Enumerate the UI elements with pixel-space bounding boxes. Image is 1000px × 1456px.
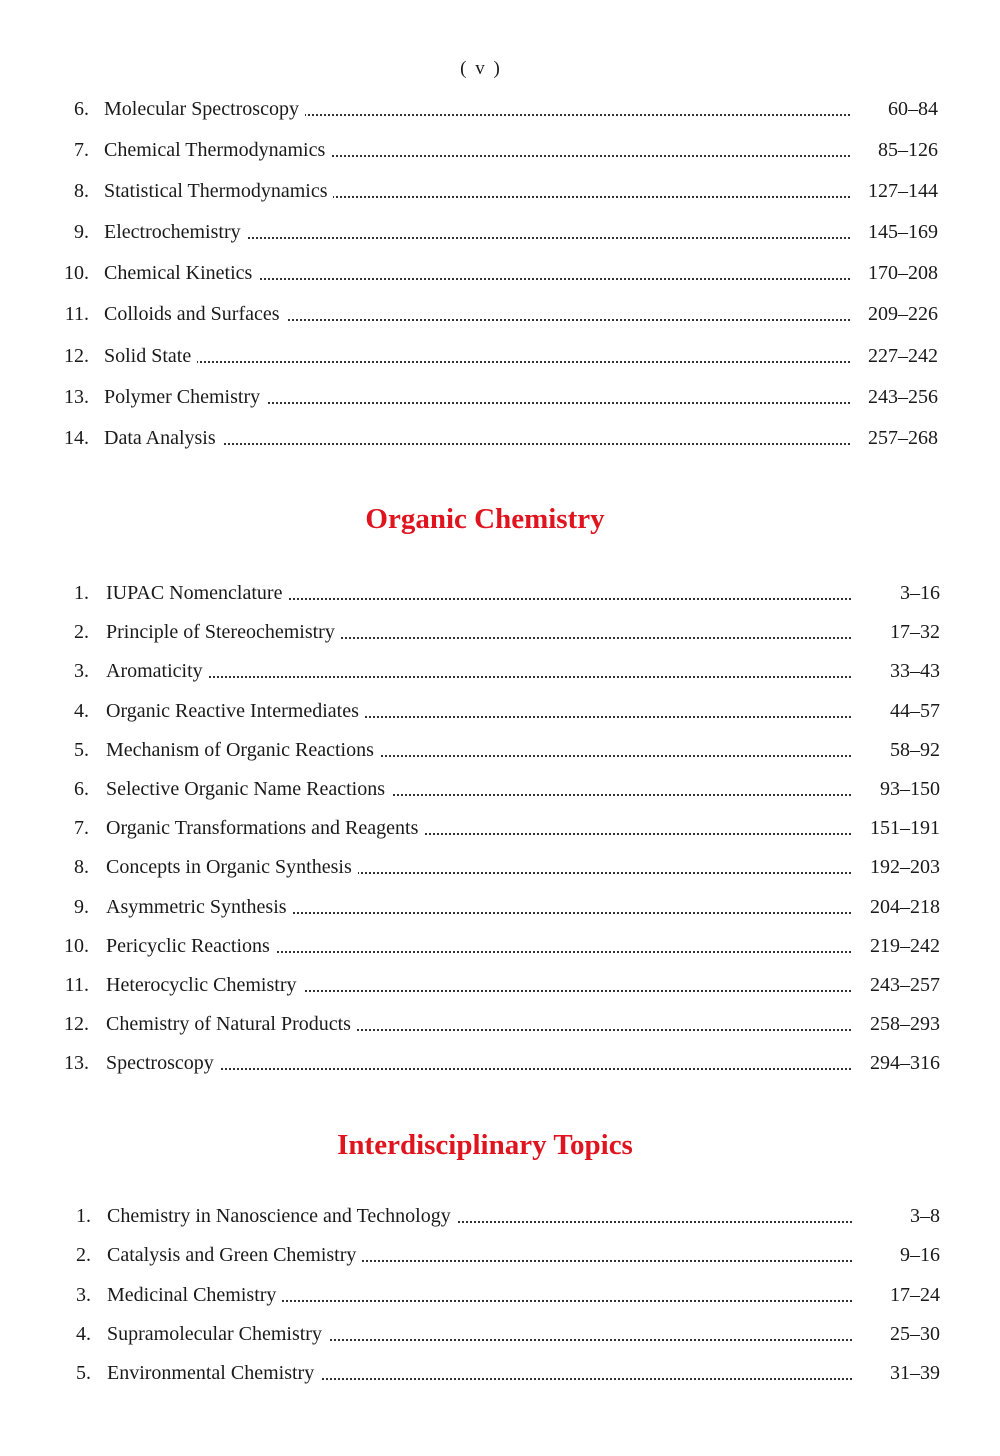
entry-pages: 127–144 — [868, 180, 938, 203]
entry-title-leader — [106, 1011, 851, 1037]
interdisciplinary-topics-heading: Interdisciplinary Topics — [337, 1129, 633, 1161]
entry-title: Electrochemistry — [104, 221, 247, 243]
organic-chemistry-toc — [0, 580, 1000, 1089]
entry-pages: 3–16 — [900, 582, 940, 604]
entry-title: Chemical Kinetics — [104, 262, 258, 284]
entry-pages: 294–316 — [870, 1052, 940, 1075]
entry-title-leader — [107, 1360, 852, 1386]
physical-chemistry-toc — [0, 96, 1000, 466]
entry-number: 2. — [74, 621, 89, 644]
entry-title-leader — [107, 1242, 852, 1268]
toc-entry[interactable] — [0, 1321, 1000, 1360]
entry-title-leader — [104, 425, 850, 451]
entry-pages: 145–169 — [868, 221, 938, 244]
entry-pages: 44–57 — [890, 699, 940, 722]
entry-title-leader — [104, 260, 850, 286]
entry-number: 2. — [76, 1244, 91, 1267]
entry-number: 8. — [74, 856, 89, 879]
entry-title: Chemistry of Natural Products — [106, 1013, 357, 1035]
toc-entry[interactable] — [0, 580, 1000, 619]
entry-number: 13. — [64, 385, 89, 408]
entry-pages: 17–32 — [890, 621, 940, 644]
entry-pages: 3–8 — [910, 1205, 940, 1227]
toc-entry[interactable] — [0, 260, 1000, 301]
entry-number: 10. — [64, 262, 89, 285]
entry-number: 3. — [76, 1283, 91, 1306]
entry-title-leader — [106, 776, 851, 802]
entry-title: Catalysis and Green Chemistry — [107, 1244, 362, 1266]
toc-entry[interactable] — [0, 219, 1000, 260]
entry-title: Mechanism of Organic Reactions — [106, 739, 380, 761]
entry-pages: 243–257 — [870, 973, 940, 996]
toc-entry[interactable] — [0, 776, 1000, 815]
entry-pages: 33–43 — [890, 660, 940, 683]
entry-title-leader — [107, 1321, 852, 1347]
entry-title-leader — [106, 854, 851, 880]
toc-entry[interactable] — [0, 933, 1000, 972]
entry-number: 11. — [64, 973, 89, 996]
toc-entry[interactable] — [0, 854, 1000, 893]
entry-title-leader — [104, 343, 850, 369]
entry-title: Aromaticity — [106, 660, 209, 682]
entry-number: 13. — [64, 1052, 89, 1075]
entry-number: 9. — [74, 895, 89, 918]
entry-title-leader — [104, 178, 850, 204]
entry-pages: 257–268 — [868, 426, 938, 449]
entry-number: 1. — [74, 582, 89, 604]
entry-title-leader — [106, 972, 851, 998]
toc-entry[interactable] — [0, 1203, 1000, 1242]
entry-pages: 209–226 — [868, 303, 938, 326]
entry-title-leader — [106, 1050, 851, 1076]
entry-number: 8. — [74, 180, 89, 203]
entry-title: Supramolecular Chemistry — [107, 1323, 328, 1345]
entry-number: 12. — [64, 1013, 89, 1036]
toc-entry[interactable] — [0, 301, 1000, 342]
entry-title-leader — [106, 737, 851, 763]
entry-number: 12. — [64, 344, 89, 367]
entry-pages: 9–16 — [900, 1244, 940, 1267]
page-number: ( v ) — [460, 58, 502, 79]
toc-entry[interactable] — [0, 619, 1000, 658]
entry-title: Medicinal Chemistry — [107, 1284, 282, 1306]
entry-number: 9. — [74, 221, 89, 244]
entry-title: Chemistry in Nanoscience and Technology — [107, 1205, 457, 1227]
entry-title: Asymmetric Synthesis — [106, 896, 293, 918]
toc-entry[interactable] — [0, 96, 1000, 137]
toc-entry[interactable] — [0, 1242, 1000, 1281]
entry-title: Concepts in Organic Synthesis — [106, 856, 358, 878]
entry-title-leader — [104, 219, 850, 245]
entry-title: Chemical Thermodynamics — [104, 139, 331, 161]
entry-title-leader — [104, 301, 850, 327]
toc-entry[interactable] — [0, 178, 1000, 219]
toc-entry[interactable] — [0, 737, 1000, 776]
toc-entry[interactable] — [0, 698, 1000, 737]
toc-entry[interactable] — [0, 137, 1000, 178]
entry-title: Organic Reactive Intermediates — [106, 700, 365, 722]
entry-title: Polymer Chemistry — [104, 386, 266, 408]
entry-number: 6. — [74, 98, 89, 120]
toc-entry[interactable] — [0, 343, 1000, 384]
entry-number: 14. — [64, 426, 89, 449]
entry-number: 1. — [76, 1205, 91, 1227]
entry-title-leader — [104, 96, 850, 122]
entry-title-leader — [106, 815, 851, 841]
entry-title-leader — [106, 933, 851, 959]
entry-title: Colloids and Surfaces — [104, 303, 286, 325]
toc-entry[interactable] — [0, 384, 1000, 425]
entry-title-leader — [107, 1203, 852, 1229]
entry-title: Molecular Spectroscopy — [104, 98, 305, 120]
toc-entry[interactable] — [0, 1282, 1000, 1321]
entry-title: Selective Organic Name Reactions — [106, 778, 391, 800]
toc-entry[interactable] — [0, 1360, 1000, 1399]
entry-number: 6. — [74, 777, 89, 800]
entry-pages: 192–203 — [870, 856, 940, 879]
entry-title: IUPAC Nomenclature — [106, 582, 288, 604]
entry-pages: 25–30 — [890, 1322, 940, 1345]
entry-title: Solid State — [104, 345, 197, 367]
entry-number: 5. — [74, 738, 89, 761]
entry-pages: 17–24 — [890, 1283, 940, 1306]
toc-entry[interactable] — [0, 972, 1000, 1011]
entry-pages: 58–92 — [890, 738, 940, 761]
entry-number: 10. — [64, 934, 89, 957]
entry-pages: 258–293 — [870, 1013, 940, 1036]
toc-entry[interactable] — [0, 1011, 1000, 1050]
toc-entry[interactable] — [0, 425, 1000, 466]
entry-pages: 151–191 — [870, 817, 940, 840]
toc-entry[interactable] — [0, 1050, 1000, 1089]
entry-title-leader — [107, 1282, 852, 1308]
entry-title: Data Analysis — [104, 427, 222, 449]
toc-entry[interactable] — [0, 894, 1000, 933]
toc-entry[interactable] — [0, 815, 1000, 854]
entry-pages: 60–84 — [888, 98, 938, 120]
entry-title-leader — [106, 580, 851, 606]
entry-pages: 85–126 — [878, 139, 938, 162]
entry-title-leader — [106, 698, 851, 724]
entry-number: 7. — [74, 817, 89, 840]
entry-pages: 93–150 — [880, 777, 940, 800]
entry-number: 4. — [74, 699, 89, 722]
entry-pages: 170–208 — [868, 262, 938, 285]
entry-title: Spectroscopy — [106, 1052, 220, 1074]
entry-title-leader — [106, 894, 851, 920]
toc-entry[interactable] — [0, 658, 1000, 697]
entry-pages: 243–256 — [868, 385, 938, 408]
entry-number: 5. — [76, 1362, 91, 1385]
entry-title: Principle of Stereochemistry — [106, 621, 341, 643]
entry-number: 4. — [76, 1322, 91, 1345]
entry-number: 3. — [74, 660, 89, 683]
entry-number: 11. — [64, 303, 89, 326]
entry-title-leader — [104, 384, 850, 410]
entry-title-leader — [106, 619, 851, 645]
entry-title: Heterocyclic Chemistry — [106, 974, 303, 996]
entry-title: Organic Transformations and Reagents — [106, 817, 424, 839]
entry-pages: 31–39 — [890, 1362, 940, 1385]
entry-title-leader — [106, 658, 851, 684]
entry-pages: 227–242 — [868, 344, 938, 367]
entry-number: 7. — [74, 139, 89, 162]
interdisciplinary-topics-toc — [0, 1203, 1000, 1399]
entry-pages: 204–218 — [870, 895, 940, 918]
entry-title: Statistical Thermodynamics — [104, 180, 333, 202]
entry-pages: 219–242 — [870, 934, 940, 957]
organic-chemistry-heading: Organic Chemistry — [365, 503, 605, 535]
entry-title-leader — [104, 137, 850, 163]
entry-title: Pericyclic Reactions — [106, 935, 276, 957]
entry-title: Environmental Chemistry — [107, 1362, 320, 1384]
